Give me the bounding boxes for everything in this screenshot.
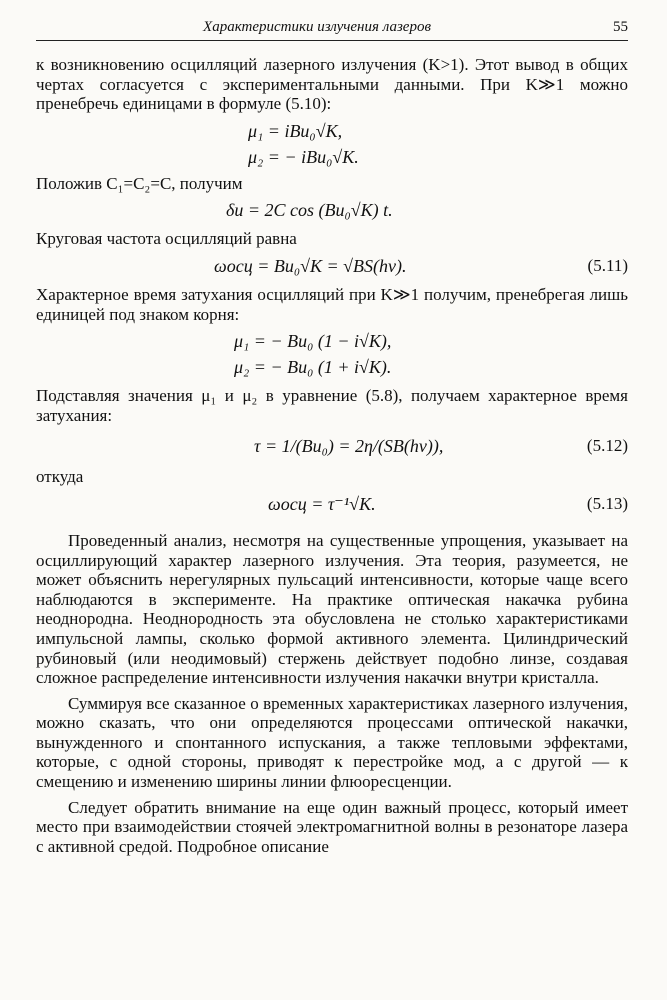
- paragraph-3: Круговая частота осцилляций равна: [36, 229, 297, 249]
- paragraph-5: Подставляя значения μ₁ и μ₂ в уравнение (5.8), получаем характерное время затухания:: [36, 386, 628, 425]
- paragraph-7: Проведенный анализ, несмотря на существенные упрощения, указывает на осциллирующий характер лазерного излучения. Эта теория, разумеется, не может объяснить нерегулярных пульсаций интенсивности, которые чаще всего наблюдаются в эксперименте. На практике оптическая накачка рубина неоднородна. Неоднородность эта обусловлена не столько характеристиками импульсной лампы, сколько формой активного элемента. Цилиндрический рубиновый (или неодимовый) стержень действует подобно линзе, создавая сложное распределение интенсивности излучения накачки внутри кристалла.: [36, 530, 628, 688]
- paragraph-6: откуда: [36, 467, 84, 487]
- equation-number: (5.11): [587, 255, 628, 275]
- page-header: [36, 16, 628, 41]
- equation-omega-tau: ωосц = τ⁻¹√K. (5.13): [36, 491, 628, 517]
- equation-mu1: μ₁ = iBu₀√K,: [248, 120, 343, 141]
- paragraph-4: Характерное время затухания осцилляций при K≫1 получим, пренебрегая лишь единицей под знаком корня:: [36, 284, 628, 324]
- equation-block-omega: [36, 253, 628, 279]
- equation-block-mu-2: [36, 328, 628, 380]
- paragraph-1: к возникновению осцилляций лазерного излучения (K>1). Этот вывод в общих чертах согласуется с экспериментальными данными. При K≫1 можно пренебречь единицами в формуле (5.10):: [36, 55, 628, 114]
- equation-mu1-decay: μ₁ = − Bu₀ (1 − i√K),: [234, 331, 392, 352]
- equation-number: (5.12): [586, 436, 628, 456]
- equation-tau: τ = 1/(Bu₀) = 2η/(SB(hν)), (5.12): [36, 429, 628, 463]
- equation-delta-u: δu = 2C cos (Bu₀√K) t.: [226, 200, 393, 221]
- equation-mu2-decay: μ₂ = − Bu₀ (1 + i√K).: [234, 357, 392, 378]
- book-page: [36, 16, 628, 856]
- equation-block-tau: [36, 429, 628, 463]
- paragraph-2: Положив C₁=C₂=C, получим: [36, 173, 243, 193]
- paragraph-8: Суммируя все сказанное о временных характеристиках лазерного излучения, можно сказать, что они определяются процессами оптической накачки, вынужденного и спонтанного испускания, а также тепловыми эффектами, которые, с одной стороны, приводят к перестройке мод, а с другой — к смещению и изменению ширины линии флюоресценции.: [36, 693, 628, 792]
- equation-number: (5.13): [586, 493, 628, 513]
- equation-omega: ωосц = Bu₀√K = √BS(hν). (5.11): [36, 253, 628, 279]
- paragraph-9: Следует обратить внимание на еще один важный процесс, который имеет место при взаимодействии стоячей электромагнитной волны в резонаторе лазера с активной средой. Подробное описание: [36, 797, 628, 856]
- equation-mu2: μ₂ = − iBu₀√K.: [248, 146, 359, 167]
- running-title: Характеристики излучения лазеров: [203, 19, 431, 35]
- equation-block-delta: [36, 197, 628, 223]
- equation-block-omega-2: [36, 491, 628, 517]
- equation-block-mu-1: [36, 118, 628, 170]
- page-number: 55: [613, 19, 628, 35]
